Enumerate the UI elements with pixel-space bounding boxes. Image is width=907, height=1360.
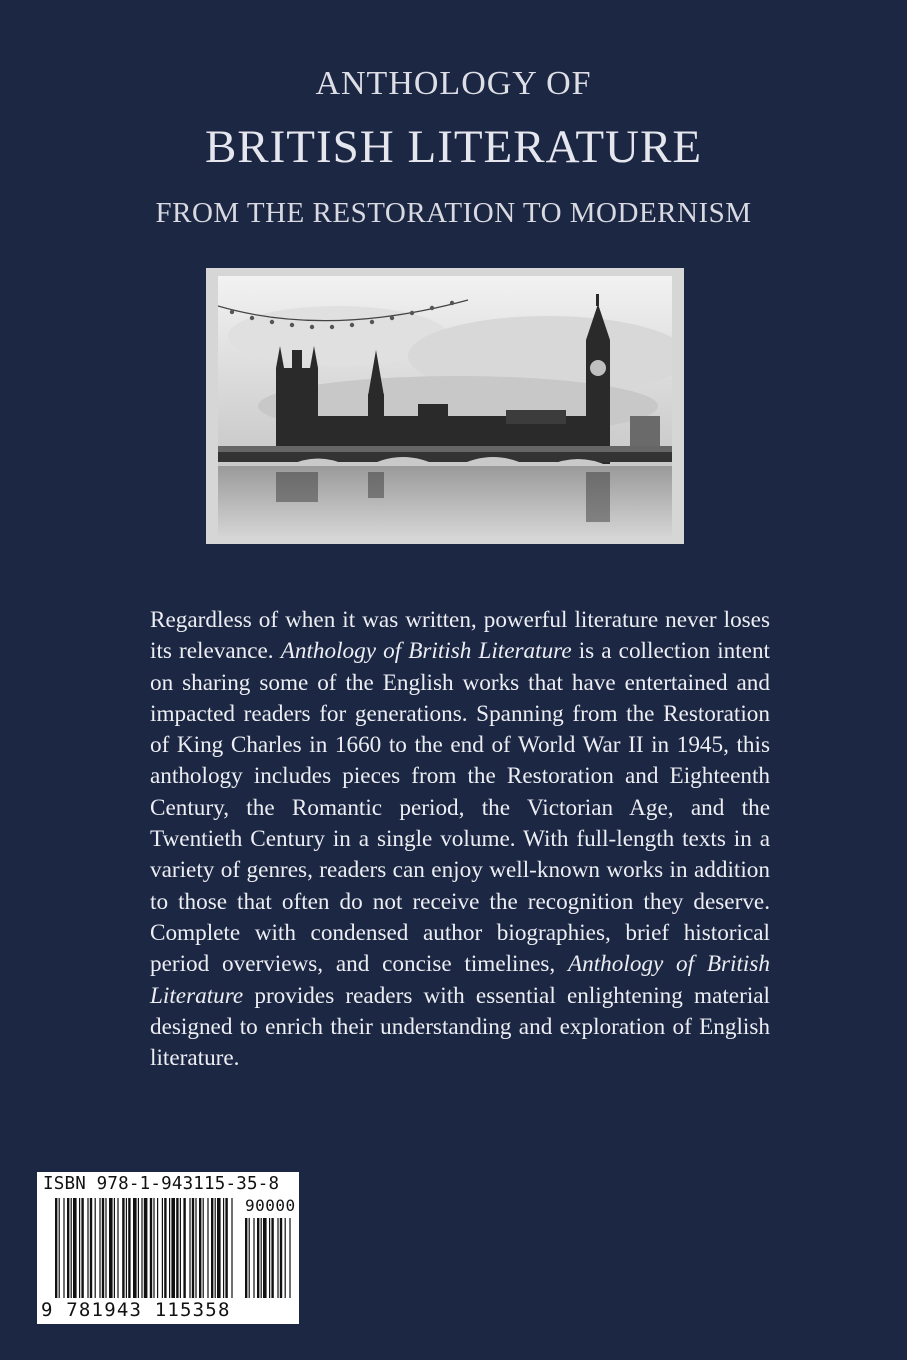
- blurb-book-title-2: Anthology of British Literature: [150, 951, 770, 1009]
- blurb-text-3: provides readers with essential enlightening material designed to enrich their understanding and exploration of English literature.: [150, 982, 770, 1072]
- isbn-label: ISBN 978-1-943115-35-8: [43, 1174, 280, 1194]
- price-code: 90000: [245, 1196, 296, 1215]
- title-line-2: BRITISH LITERATURE: [204, 121, 703, 173]
- blurb-text-2: is a collection intent on sharing some of the English works that have entertained and impacted readers for generations. Spanning from the Restoration of King Charles in 1660 to the end of World War II in 1945, this anthology includes pieces from the Restoration and Eighteenth Century, the Romantic period, the Victorian Age, and the Twentieth Century in a single volume. With full-length texts in a variety of genres, readers can enjoy well-known works in addition to those that often do not receive the recognition they deserve. Complete with condensed author biographies, brief historical period overviews, and concise timelines,: [150, 638, 770, 978]
- blurb-text-1: Regardless of when it was written, powerful literature never loses its relevance.: [150, 607, 770, 665]
- title-line-1: ANTHOLOGY OF: [315, 65, 592, 102]
- blurb-book-title-1: Anthology of British Literature: [280, 638, 572, 665]
- isbn-barcode: [37, 1172, 299, 1324]
- westminster-photo: [218, 276, 672, 536]
- subtitle: FROM THE RESTORATION TO MODERNISM: [155, 197, 752, 229]
- back-cover-blurb: [150, 605, 770, 1074]
- ean-digits: 9 781943 115358: [41, 1299, 231, 1321]
- title-block: [0, 64, 907, 230]
- cover-photo-frame: [206, 268, 684, 544]
